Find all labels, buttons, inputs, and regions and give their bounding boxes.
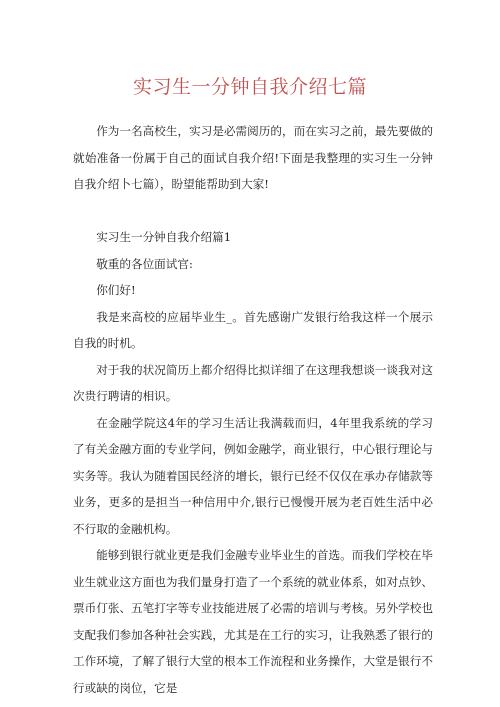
spacer xyxy=(73,198,433,225)
document-body xyxy=(73,118,433,701)
body-paragraph: 我是来高校的应届毕业生_。首先感谢广发银行给我这样一个展示自我的时机。 xyxy=(73,309,433,350)
intro-paragraph: 作为一名高校生，实习是必需阅历的，而在实习之前，最先要做的就始准备一份属于自己的面试自我介绍!下面是我整理的实习生一分钟自我介绍卜七篇），盼望能帮助到大家! xyxy=(73,124,433,191)
section-heading: 实习生一分钟自我介绍篇1 xyxy=(96,230,232,244)
greeting: 你们好! xyxy=(96,283,136,297)
body-paragraph: 在金融学院这4年的学习生活让我满载而归，4年里我系统的学习了有关金融方面的专业学问，例如金融学，商业银行，中心银行理论与实务等。我认为随着国民经济的增长，银行已经不仅仅在承办存储款等业务，更多的是担当一种信用中介,银行已慢慢开展为老百姓生活中必不行取的金融机构。 xyxy=(73,415,433,536)
body-paragraph: 能够到银行就业更是我们金融专业毕业生的首选。而我们学校在毕业生就业这方面也为我们量身打造了一个系统的就业体系，如对点钞、票币仃张、五笔打字等专业技能进展了必需的培训与考核。另外学校也支配我们参加各种社会实践，尤其是在工行的实习，让我熟悉了银行的工作环境，了解了银行大堂的根本工作流程和业务操作，大堂是银行不行或缺的岗位，它是 xyxy=(73,548,433,695)
salutation: 敬重的各位面试官: xyxy=(96,256,193,271)
document-title: 实习生一分钟自我介绍七篇 xyxy=(132,76,367,98)
body-paragraph: 对于我的状况简历上都介绍得比拟详细了在这理我想谈一谈我对这次贵行聘请的相识。 xyxy=(73,362,433,403)
